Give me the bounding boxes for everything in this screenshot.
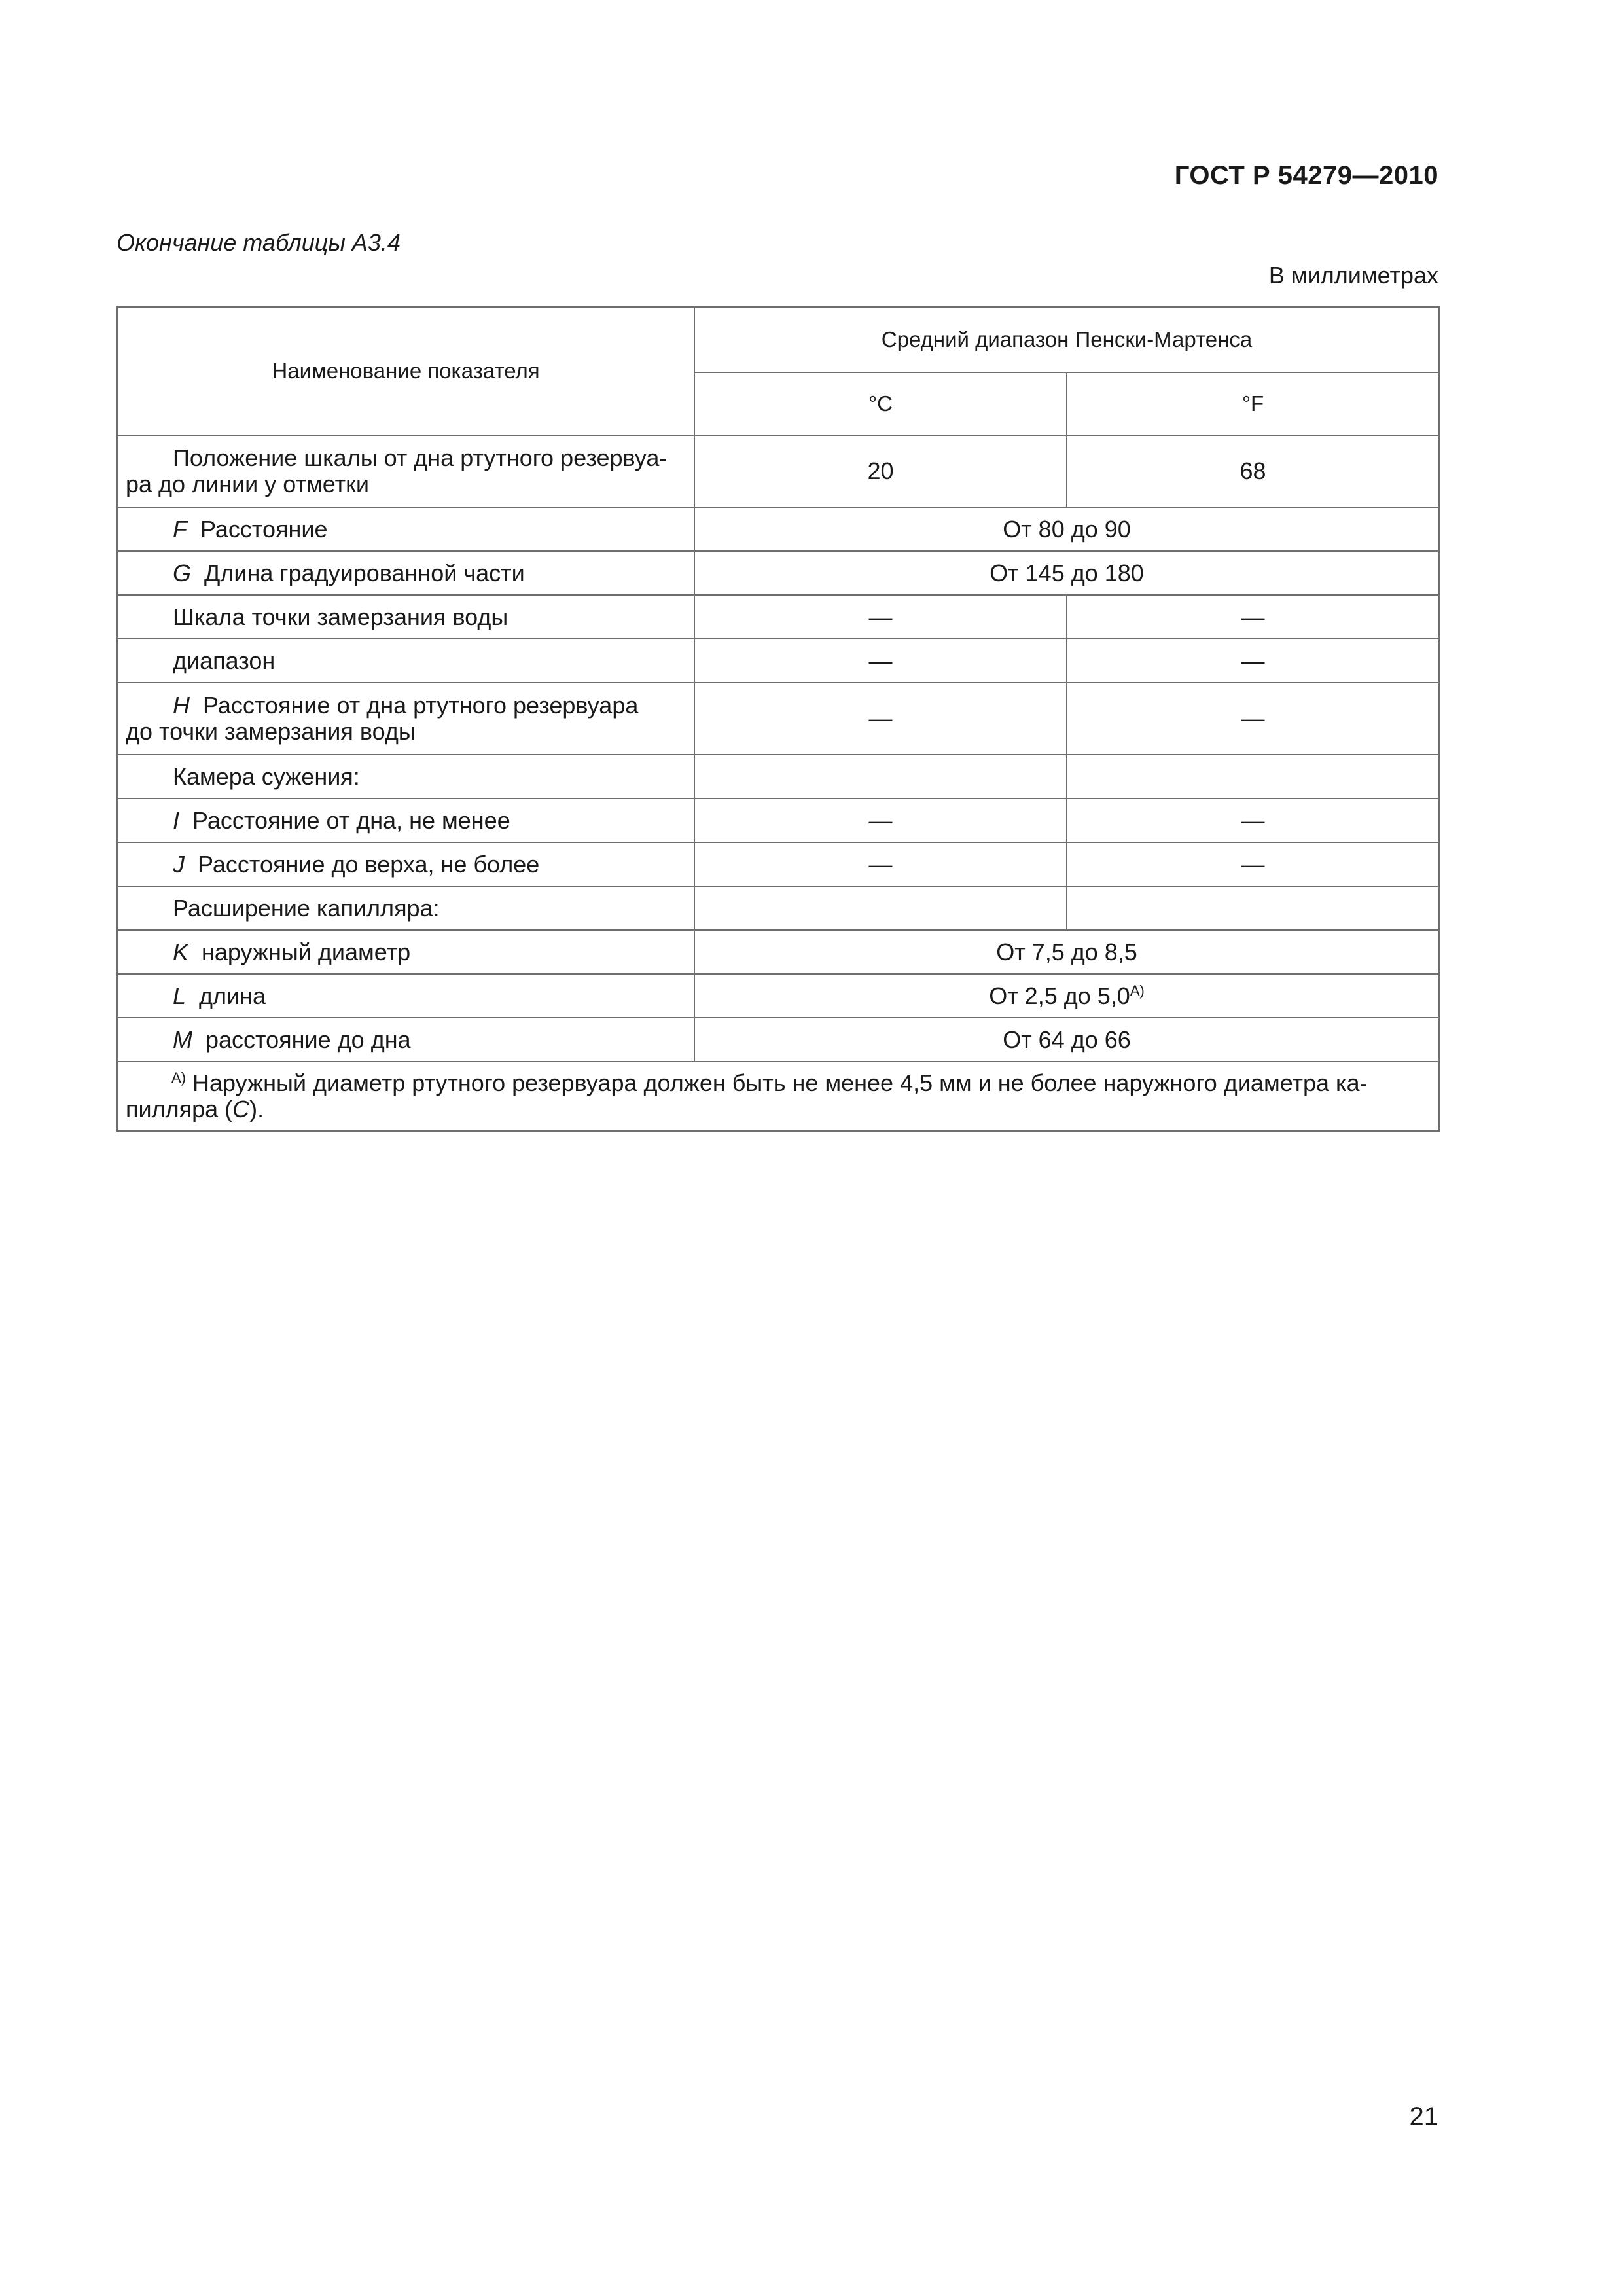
footnote-line [126,1070,1431,1096]
value-celsius: — [694,798,1067,842]
value-celsius: — [694,595,1067,639]
value-celsius [694,755,1067,798]
value-fahrenheit: — [1067,798,1439,842]
row-label-line: до точки замерзания воды [126,718,416,745]
row-label-text: Расстояние от дна, не менее [192,806,510,834]
table-row [117,798,1439,842]
value-celsius: — [694,842,1067,886]
table-caption: Окончание таблицы А3.4 [116,229,401,256]
table-row [117,507,1439,551]
dimension-letter: I [173,806,180,834]
value-fahrenheit [1067,755,1439,798]
row-label-text: Расстояние [200,515,328,543]
footnote-mark: А) [171,1069,186,1086]
footnote-line [126,1096,1431,1122]
row-label [117,551,694,595]
value-text: От 2,5 до 5,0 [989,982,1130,1009]
row-label [117,683,694,755]
value-celsius: — [694,683,1067,755]
row-label [117,930,694,974]
row-label-line: ра до линии у отметки [126,471,369,497]
value-merged [694,974,1439,1018]
dimension-letter: H [173,692,190,719]
value-merged: От 80 до 90 [694,507,1439,551]
table-row [117,930,1439,974]
column-group-header: Средний диапазон Пенски-Мартенса [694,307,1439,372]
row-label [117,842,694,886]
column-header-name: Наименование показателя [117,307,694,435]
row-label-text: наружный диаметр [202,938,411,965]
table-row [117,1018,1439,1062]
row-label-line: Положение шкалы от дна ртутного резервуа- [173,444,668,471]
value-fahrenheit: — [1067,683,1439,755]
row-label-line [126,692,686,719]
value-fahrenheit: — [1067,842,1439,886]
table-row [117,842,1439,886]
document-code: ГОСТ Р 54279—2010 [1174,161,1438,190]
row-label-text: Расстояние от дна ртутного резервуара [203,692,639,719]
value-merged: От 7,5 до 8,5 [694,930,1439,974]
column-header-celsius: °С [694,372,1067,435]
dimension-letter: J [173,850,185,878]
row-label [117,507,694,551]
row-label: Камера сужения: [117,755,694,798]
table-row [117,551,1439,595]
footnote-text: ). [249,1096,264,1122]
value-merged: От 145 до 180 [694,551,1439,595]
footnote-reference: А) [1130,982,1145,999]
table-row [117,595,1439,639]
value-celsius [694,886,1067,930]
value-celsius: — [694,639,1067,683]
table-row [117,683,1439,755]
dimension-letter: K [173,938,189,965]
value-fahrenheit: — [1067,595,1439,639]
row-label [117,798,694,842]
units-note: В миллиметрах [1268,262,1438,289]
spec-table [116,306,1440,1132]
dimension-letter: F [173,515,187,543]
value-celsius: 20 [694,435,1067,507]
row-label: Расширение капилляра: [117,886,694,930]
column-header-fahrenheit: °F [1067,372,1439,435]
dimension-letter: G [173,559,192,586]
row-label: Шкала точки замерзания воды [117,595,694,639]
value-fahrenheit: — [1067,639,1439,683]
page-number: 21 [1409,2102,1438,2131]
footnote-row [117,1062,1439,1131]
row-label-text: Расстояние до верха, не более [198,850,540,878]
value-fahrenheit [1067,886,1439,930]
dimension-letter: M [173,1026,192,1053]
row-label [117,1018,694,1062]
table-row [117,974,1439,1018]
row-label [117,974,694,1018]
table-footnote [117,1062,1439,1131]
row-label: диапазон [117,639,694,683]
value-merged: От 64 до 66 [694,1018,1439,1062]
row-label-text: расстояние до дна [205,1026,411,1053]
table-row [117,886,1439,930]
table-row [117,639,1439,683]
table-row [117,435,1439,507]
value-fahrenheit: 68 [1067,435,1439,507]
footnote-text: Наружный диаметр ртутного резервуара должен быть не менее 4,5 мм и не более наружного диаметра ка- [192,1069,1368,1096]
table-row [117,755,1439,798]
row-label [117,435,694,507]
footnote-text: пилляра ( [126,1096,233,1122]
row-label-text: длина [199,982,266,1009]
footnote-letter: С [232,1096,250,1122]
dimension-letter: L [173,982,187,1009]
row-label-text: Длина градуированной части [204,559,525,586]
